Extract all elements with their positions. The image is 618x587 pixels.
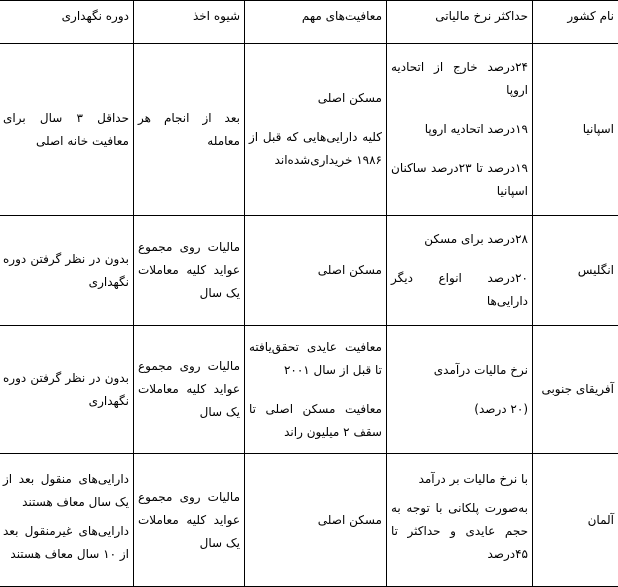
table-row [0,454,618,587]
cell-text: (۲۰ درصد) [391,398,528,421]
collection-cell [134,326,245,454]
cell-text: معافیت مسکن اصلی تا سقف ۲ میلیون راند [249,398,382,444]
cell-text: حداقل ۳ سال برای معافیت خانه اصلی [3,107,129,153]
max-rate-cell [387,454,533,587]
collection-cell [134,216,245,326]
country-cell: آلمان [533,454,618,587]
header-row [0,1,618,44]
cell-text: ۲۰درصد انواع دیگر دارایی‌ها [391,267,528,313]
max-rate-cell [387,216,533,326]
header-exemptions: معافیت‌های مهم [245,1,387,44]
table-row [0,326,618,454]
cell-text: مسکن اصلی [249,509,382,532]
cell-text: بدون در نظر گرفتن دوره نگهداری [3,367,129,413]
cell-text: دارایی‌های منقول بعد از یک سال معاف هستند [3,468,129,514]
cell-text: بعد از انجام هر معامله [138,107,240,153]
cell-text: ۲۴درصد خارج از اتحادیه اروپا [391,56,528,102]
cell-text: مالیات روی مجموع عواید کلیه معاملات یک سال [138,236,240,305]
exemptions-cell [245,44,387,216]
table-row [0,216,618,326]
cell-text: مالیات روی مجموع عواید کلیه معاملات یک سال [138,355,240,424]
exemptions-cell [245,326,387,454]
cell-text: به‌صورت پلکانی با توجه به حجم عایدی و حداکثر تا ۴۵درصد [391,497,528,566]
country-cell: آفریقای جنوبی [533,326,618,454]
max-rate-cell [387,44,533,216]
cell-text: مسکن اصلی [249,87,382,110]
cell-text: ۱۹درصد اتحادیه اروپا [391,118,528,141]
holding-cell [0,44,134,216]
country-cell: انگلیس [533,216,618,326]
holding-cell [0,326,134,454]
cell-text: دارایی‌های غیرمنقول بعد از ۱۰ سال معاف هستند [3,520,129,566]
cell-text: مسکن اصلی [249,259,382,282]
exemptions-cell [245,454,387,587]
cell-text: مالیات روی مجموع عواید کلیه معاملات یک سال [138,486,240,555]
header-max-rate: حداکثر نرخ مالیاتی [387,1,533,44]
exemptions-cell [245,216,387,326]
cell-text: کلیه دارایی‌هایی که قبل از ۱۹۸۶ خریداری‌شده‌اند [249,126,382,172]
table-row [0,44,618,216]
header-country: نام کشور [533,1,618,44]
collection-cell [134,454,245,587]
cell-text: نرخ مالیات درآمدی [391,359,528,382]
max-rate-cell [387,326,533,454]
header-holding: دوره نگهداری [0,1,134,44]
holding-cell [0,454,134,587]
cell-text: بدون در نظر گرفتن دوره نگهداری [3,248,129,294]
collection-cell [134,44,245,216]
header-collection: شیوه اخذ [134,1,245,44]
country-cell: اسپانیا [533,44,618,216]
holding-cell [0,216,134,326]
cell-text: ۲۸درصد برای مسکن [391,228,528,251]
cell-text: با نرخ مالیات بر درآمد [391,468,528,491]
cell-text: ۱۹درصد تا ۲۳درصد ساکنان اسپانیا [391,157,528,203]
cell-text: معافیت عایدی تحقق‌یافته تا قبل از سال ۲۰۰۱ [249,336,382,382]
